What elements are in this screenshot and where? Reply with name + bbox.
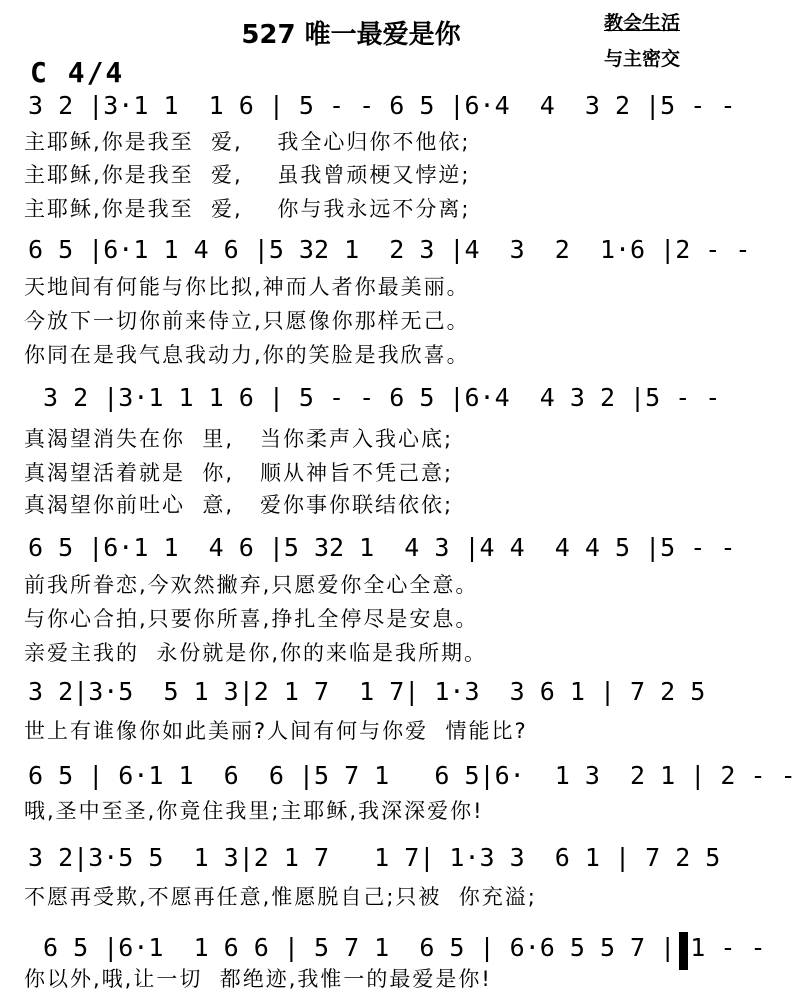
notation-text: 6 5 |6·1 1 4 6 |5 32 1 2 3 |4 3 2 1·6 |2 - - xyxy=(28,235,751,264)
lyric-line: 与你心合拍,只要你所喜,挣扎全停尽是安息。 xyxy=(24,607,479,631)
lyric-line: 今放下一切你前来侍立,只愿像你那样无己。 xyxy=(24,309,470,333)
notation-line-1 xyxy=(0,86,736,126)
lyric-line: 亲爱主我的 永份就是你,你的来临是我所期。 xyxy=(24,641,488,665)
notation-text: 3 2 |3·1 1 1 6 | 5 - - 6 5 |6·4 4 3 2 |5 - - xyxy=(28,91,736,120)
notation-text: 6 5 | 6·1 1 6 6 |5 7 1 6 5|6· 1 3 2 1 | 2 - - xyxy=(28,761,796,790)
lyric-line: 哦,圣中至圣,你竟住我里;主耶稣,我深深爱你! xyxy=(24,799,484,823)
lyric-line: 你以外,哦,让一切 都绝迹,我惟一的最爱是你! xyxy=(24,967,492,991)
notation-text: 3 2 |3·1 1 1 6 | 5 - - 6 5 |6·4 4 3 2 |5 - - xyxy=(28,383,721,412)
notation-line-6 xyxy=(0,756,796,796)
subcategory-label: 与主密交 xyxy=(603,48,680,70)
lyric-line: 不愿再受欺,不愿再任意,惟愿脱自己;只被 你充溢; xyxy=(24,885,537,909)
notation-line-4 xyxy=(0,528,736,568)
lyric-line: 主耶稣,你是我至 爱, 你与我永远不分离; xyxy=(24,197,471,221)
lyric-line: 前我所眷恋,今欢然撇弃,只愿爱你全心全意。 xyxy=(24,573,479,597)
notation-line-5 xyxy=(0,672,706,712)
song-title: 527 唯一最爱是你 xyxy=(241,20,461,50)
notation-text: 6 5 |6·1 1 4 6 |5 32 1 4 3 |4 4 4 4 5 |5 - - xyxy=(28,533,736,562)
notation-line-2 xyxy=(0,230,751,270)
lyric-line: 真渴望你前吐心 意, 爱你事你联结依依; xyxy=(24,493,454,517)
lyric-line: 主耶稣,你是我至 爱, 虽我曾顽梗又悖逆; xyxy=(24,163,471,187)
lyric-line: 主耶稣,你是我至 爱, 我全心归你不他依; xyxy=(24,130,471,154)
lyric-line: 世上有谁像你如此美丽?人间有何与你爱 情能比? xyxy=(24,719,528,743)
category-label: 教会生活 xyxy=(603,12,680,34)
lyric-line: 你同在是我气息我动力,你的笑脸是我欣喜。 xyxy=(24,343,470,367)
notation-text: 3 2|3·5 5 1 3|2 1 7 1 7| 1·3 3 6 1 | 7 2 5 xyxy=(28,843,721,872)
notation-text: 6 5 |6·1 1 6 6 | 5 7 1 6 5 | 6·6 5 5 7 | 1 - - xyxy=(28,933,766,962)
notation-line-3 xyxy=(0,378,721,418)
key-time-signature: C 4/4 xyxy=(30,56,125,89)
notation-line-7 xyxy=(0,838,721,878)
notation-line-8 xyxy=(0,928,766,968)
lyric-line: 天地间有何能与你比拟,神而人者你最美丽。 xyxy=(24,275,470,299)
lyric-line: 真渴望活着就是 你, 顺从神旨不凭己意; xyxy=(24,461,454,485)
lyric-line: 真渴望消失在你 里, 当你柔声入我心底; xyxy=(24,427,454,451)
notation-text: 3 2|3·5 5 1 3|2 1 7 1 7| 1·3 3 6 1 | 7 2 5 xyxy=(28,677,706,706)
